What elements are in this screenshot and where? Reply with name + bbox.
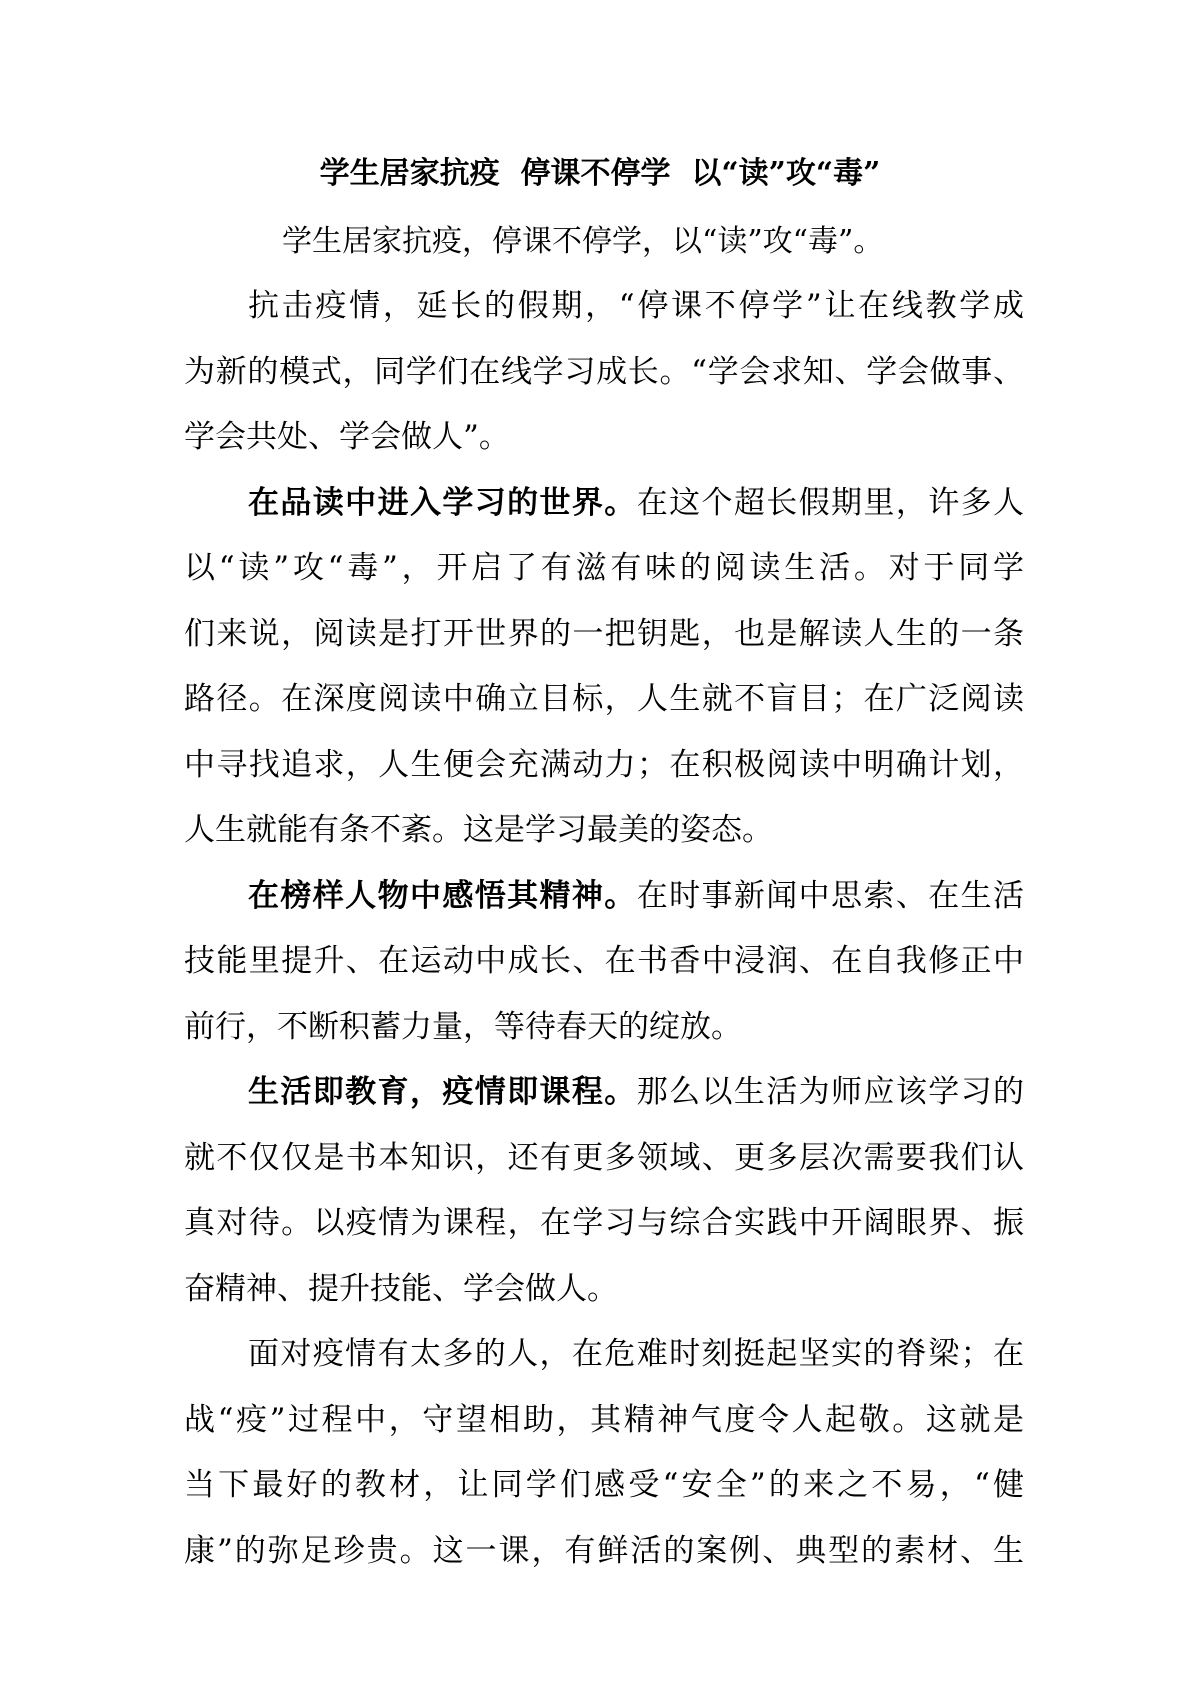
line-text: 前行，不断积蓄力量，等待春天的绽放。 <box>184 1008 742 1045</box>
document-subtitle: 学生居家抗疫，停课不停学，以“读”攻“毒”。 <box>282 224 884 259</box>
text-line <box>184 1398 1024 1464</box>
line-text: 人生就能有条不紊。这是学习最美的姿态。 <box>184 812 773 848</box>
line-text: 战“疫”过程中，守望相助，其精神气度令人起敬。这就是 <box>184 1401 1024 1438</box>
text-line <box>184 874 1024 940</box>
text-line <box>184 1201 1024 1267</box>
text-line <box>184 1267 1024 1333</box>
line-text: 学会共处、学会做人”。 <box>184 419 510 455</box>
line-text: 们来说，阅读是打开世界的一把钥匙，也是解读人生的一条 <box>184 615 1024 652</box>
line-text: 抗击疫情，延长的假期，“停课不停学”让在线教学成 <box>248 288 1024 324</box>
document-title: 学生居家抗疫 停课不停学 以“读”攻“毒” <box>319 156 881 191</box>
line-text: 康”的弥足珍贵。这一课，有鲜活的案例、典型的素材、生 <box>184 1532 1024 1569</box>
line-text: 奋精神、提升技能、学会做人。 <box>184 1270 618 1307</box>
text-line <box>184 481 1024 547</box>
text-line <box>184 743 1024 809</box>
text-line <box>184 546 1024 612</box>
line-text: 在时事新闻中思索、在生活 <box>636 877 1025 914</box>
text-line <box>184 1070 1024 1136</box>
text-line <box>184 1529 1024 1595</box>
line-text: 就不仅仅是书本知识，还有更多领域、更多层次需要我们认 <box>184 1139 1024 1176</box>
paragraph-lead: 在榜样人物中感悟其精神。 <box>248 877 637 914</box>
text-line <box>184 1005 1024 1071</box>
paragraph-lead: 生活即教育，疫情即课程。 <box>248 1074 637 1110</box>
line-text: 当下最好的教材，让同学们感受“安全”的来之不易，“健 <box>184 1467 1024 1503</box>
text-line <box>184 1463 1024 1529</box>
line-text: 以“读”攻“毒”，开启了有滋有味的阅读生活。对于同学 <box>184 550 1024 586</box>
line-text: 那么以生活为师应该学习的 <box>636 1074 1025 1110</box>
line-text: 真对待。以疫情为课程，在学习与综合实践中开阔眼界、振 <box>184 1205 1024 1241</box>
text-line <box>184 1136 1024 1202</box>
text-line <box>184 677 1024 743</box>
line-text: 面对疫情有太多的人，在危难时刻挺起坚实的脊梁；在 <box>248 1336 1024 1372</box>
paragraph-lead: 在品读中进入学习的世界。 <box>248 484 637 521</box>
text-line <box>184 939 1024 1005</box>
line-text: 在这个超长假期里，许多人 <box>636 484 1025 521</box>
text-line <box>184 1332 1024 1398</box>
text-line <box>184 612 1024 678</box>
line-text: 中寻找追求，人生便会充满动力；在积极阅读中明确计划， <box>184 746 1024 783</box>
text-line <box>184 284 1024 350</box>
text-line <box>184 808 1024 874</box>
line-text: 技能里提升、在运动中成长、在书香中浸润、在自我修正中 <box>184 943 1024 979</box>
document-body <box>184 284 1024 1594</box>
line-text: 路径。在深度阅读中确立目标，人生就不盲目；在广泛阅读 <box>184 681 1024 717</box>
line-text: 为新的模式，同学们在线学习成长。“学会求知、学会做事、 <box>184 353 1024 390</box>
text-line <box>184 350 1024 416</box>
text-line <box>184 415 1024 481</box>
